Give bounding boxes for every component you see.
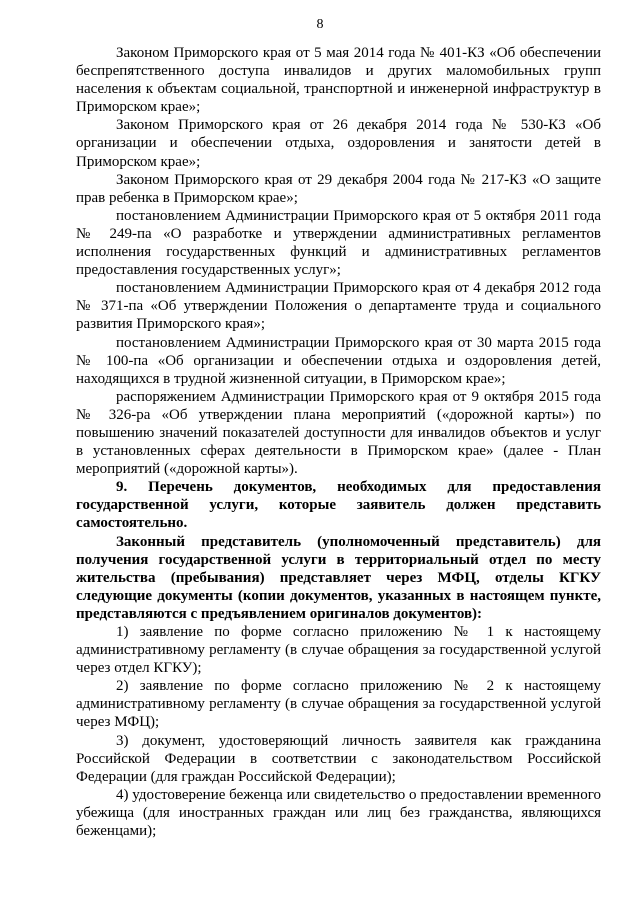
list-item-4: 4) удостоверение беженца или свидетельство о предоставлении временного убежища (для иностранных граждан или лиц без гражданства, являющихся беженцами); (76, 786, 601, 840)
paragraph-resolution-371pa: постановлением Администрации Приморского края от 4 декабря 2012 года № 371-па «Об утверждении Положения о департаменте труда и социального развития Приморского края»; (76, 280, 601, 333)
document-body (76, 44, 601, 840)
section-heading-9: 9. Перечень документов, необходимых для предоставления государственной услуги, которые заявитель должен представить самостоятельно. (76, 479, 601, 532)
paragraph-resolution-100pa: постановлением Администрации Приморского края от 30 марта 2015 года № 100-па «Об организации и обеспечении отдыха и оздоровления детей, находящихся в трудной жизненной ситуации, в Приморском крае»; (76, 334, 601, 387)
paragraph-required-documents: Законный представитель (уполномоченный представитель) для получения государственной услуги в территориальный отдел по месту жительства (пребывания) представляет через МФЦ, отделы КГКУ следующие документы (копии документов, указанных в настоящем пункте, представляются с предъявлением оригиналов документов): (76, 533, 601, 622)
list-item-2: 2) заявление по форме согласно приложению № 2 к настоящему административному регламенту (в случае обращения за государственной услугой через МФЦ); (76, 678, 601, 731)
paragraph-law-217kz: Законом Приморского края от 29 декабря 2004 года № 217-КЗ «О защите прав ребенка в Приморском крае»; (76, 171, 601, 206)
paragraph-resolution-249pa: постановлением Администрации Приморского края от 5 октября 2011 года № 249-па «О разработке и утверждении административных регламентов исполнения государственных функций и административных регламентов предоставления государственных услуг»; (76, 207, 601, 279)
paragraph-order-326ra: распоряжением Администрации Приморского края от 9 октября 2015 года № 326-ра «Об утверждении плана мероприятий («дорожной карты») по повышению значений показателей доступности для инвалидов объектов и услуг в установленных сферах деятельности в Приморском крае» (далее - План мероприятий («дорожной карты»). (76, 388, 601, 478)
page-number: 8 (316, 17, 324, 32)
list-item-1: 1) заявление по форме согласно приложению № 1 к настоящему административному регламенту (в случае обращения за государственной услугой через отдел КГКУ); (76, 624, 601, 677)
paragraph-law-401kz: Законом Приморского края от 5 мая 2014 года № 401-КЗ «Об обеспечении беспрепятственного доступа инвалидов и других маломобильных групп населения к объектам социальной, транспортной и инженерной инфраструктур в Приморском крае»; (76, 45, 601, 116)
paragraph-law-530kz: Законом Приморского края от 26 декабря 2014 года № 530-КЗ «Об организации и обеспечении отдыха, оздоровления и занятости детей в Приморском крае»; (76, 117, 601, 170)
list-item-3: 3) документ, удостоверяющий личность заявителя как гражданина Российской Федерации в соответствии с законодательством Российской Федерации (для граждан Российской Федерации); (76, 732, 601, 785)
